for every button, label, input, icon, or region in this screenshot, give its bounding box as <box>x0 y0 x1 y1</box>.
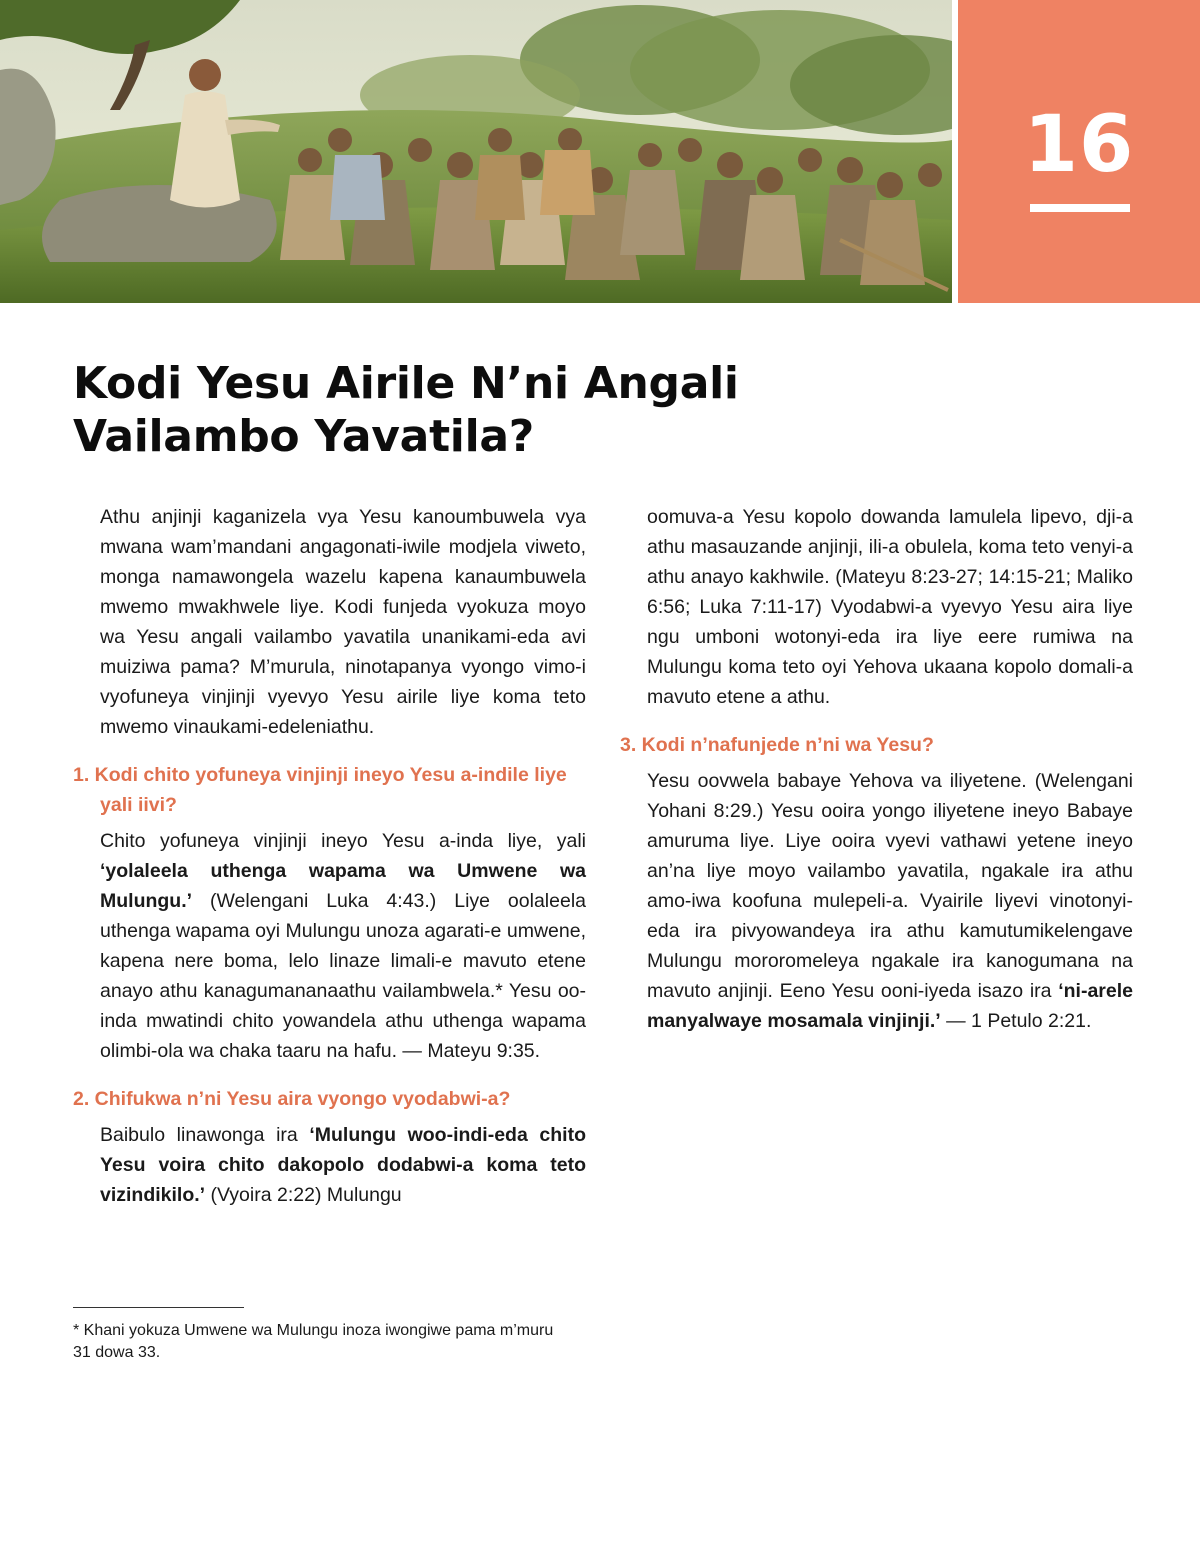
header-illustration <box>0 0 952 303</box>
answer-1-text-a: Chito yofuneya vinjinji ineyo Yesu a-inda liye, yali <box>100 830 586 852</box>
right-column <box>620 502 1133 1036</box>
title-line-2: Vailambo Yavatila? <box>73 411 534 462</box>
answer-1-text-b: (Welengani Luka 4:43.) Liye oolaleela uthenga wapama oyi Mulungu unoza agarati-e umwene, kapena nere boma, lelo linaze limali-e mavuto etene anayo athu kanagumananaathu vailambwela.* Yesu oo-inda mwatindi chito yowandela athu uthenga wapama olimbi-ola wa chaka taaru na hafu. — Mateyu 9:35. <box>100 890 586 1062</box>
question-2: 2. Chifukwa n’ni Yesu aira vyongo vyodabwi-a? <box>73 1088 511 1110</box>
chapter-number: 16 <box>1023 100 1135 190</box>
chapter-box <box>958 0 1200 303</box>
answer-2-text-b: (Vyoira 2:22) Mulungu <box>205 1184 402 1206</box>
question-3: 3. Kodi n’nafunjede n’ni wa Yesu? <box>620 734 934 756</box>
title-line-1: Kodi Yesu Airile N’ni Angali <box>73 358 739 409</box>
answer-3-text-a: Yesu oovwela babaye Yehova va iliyetene. (Welengani Yohani 8:29.) Yesu ooira yongo iliyetene ineyo Babaye amuruma liye. Liye ooira vyevi vathawi yetene ineyo an’na liye moyo vailambo yavatila, ngakale ira athu amo-iwa koofuna mulepeli-a. Vyairile liyevi vinotonyi-eda ira pivyowandeya ira athu kamutumikelengave Mulungu mororomeleya ngakale ira kanogumana na mavuto anjinji. Eeno Yesu ooni-iyeda isazo ira <box>647 770 1133 1002</box>
answer-2-continuation: oomuva-a Yesu kopolo dowanda lamulela lipevo, dji-a athu masauzande anjinji, ili-a obulela, koma teto venyi-a athu anayo kakhwile. (Mateyu 8:23-27; 14:15-21; Maliko 6:56; Luka 7:11-17) Vyodabwi-a vyevyo Yesu aira liye ngu umboni wotonyi-eda ira liye eere rumiwa na Mulungu koma teto oyi Yehova ukaana kopolo domali-a mavuto etene a athu. <box>647 506 1133 708</box>
answer-1 <box>73 826 586 1066</box>
answer-1-bold: ‘yolaleela uthenga wapama wa Umwene wa Mulungu.’ <box>100 860 586 912</box>
answer-2-bold: ‘Mulungu woo-indi-eda chito Yesu voira chito dakopolo dodabwi-a koma teto vizindikilo.’ <box>100 1124 586 1206</box>
chapter-underline <box>1030 204 1130 212</box>
answer-2-text-a: Baibulo linawonga ira <box>100 1124 310 1146</box>
footnote: * Khani yokuza Umwene wa Mulungu inoza iwongiwe pama m’muru 31 dowa 33. <box>73 1322 554 1361</box>
page-title <box>73 357 873 463</box>
answer-3 <box>620 766 1133 1036</box>
answer-2 <box>73 1120 586 1210</box>
footnote-divider <box>73 1307 244 1308</box>
intro-paragraph: Athu anjinji kaganizela vya Yesu kanoumbuwela vya mwana wam’mandani angagonati-iwile modjela viweto, monga namawongela wazelu kapena kanaumbuwela mwemo mwakhwele liye. Kodi funjeda vyokuza moyo wa Yesu angali vailambo yavatila unanikami-eda avi muiziwa pama? M’murula, ninotapanya vyongo vimo-i vyofuneya vinjinji vyevyo Yesu airile liye koma teto mwemo vinaukami-edeleniathu. <box>100 506 586 738</box>
question-1: 1. Kodi chito yofuneya vinjinji ineyo Yesu a-indile liye yali iivi? <box>73 764 567 816</box>
answer-3-text-b: — 1 Petulo 2:21. <box>940 1010 1092 1032</box>
answer-3-bold: ‘ni-arele manyalwaye mosamala vinjinji.’ <box>647 980 1133 1032</box>
left-column <box>73 502 586 1210</box>
